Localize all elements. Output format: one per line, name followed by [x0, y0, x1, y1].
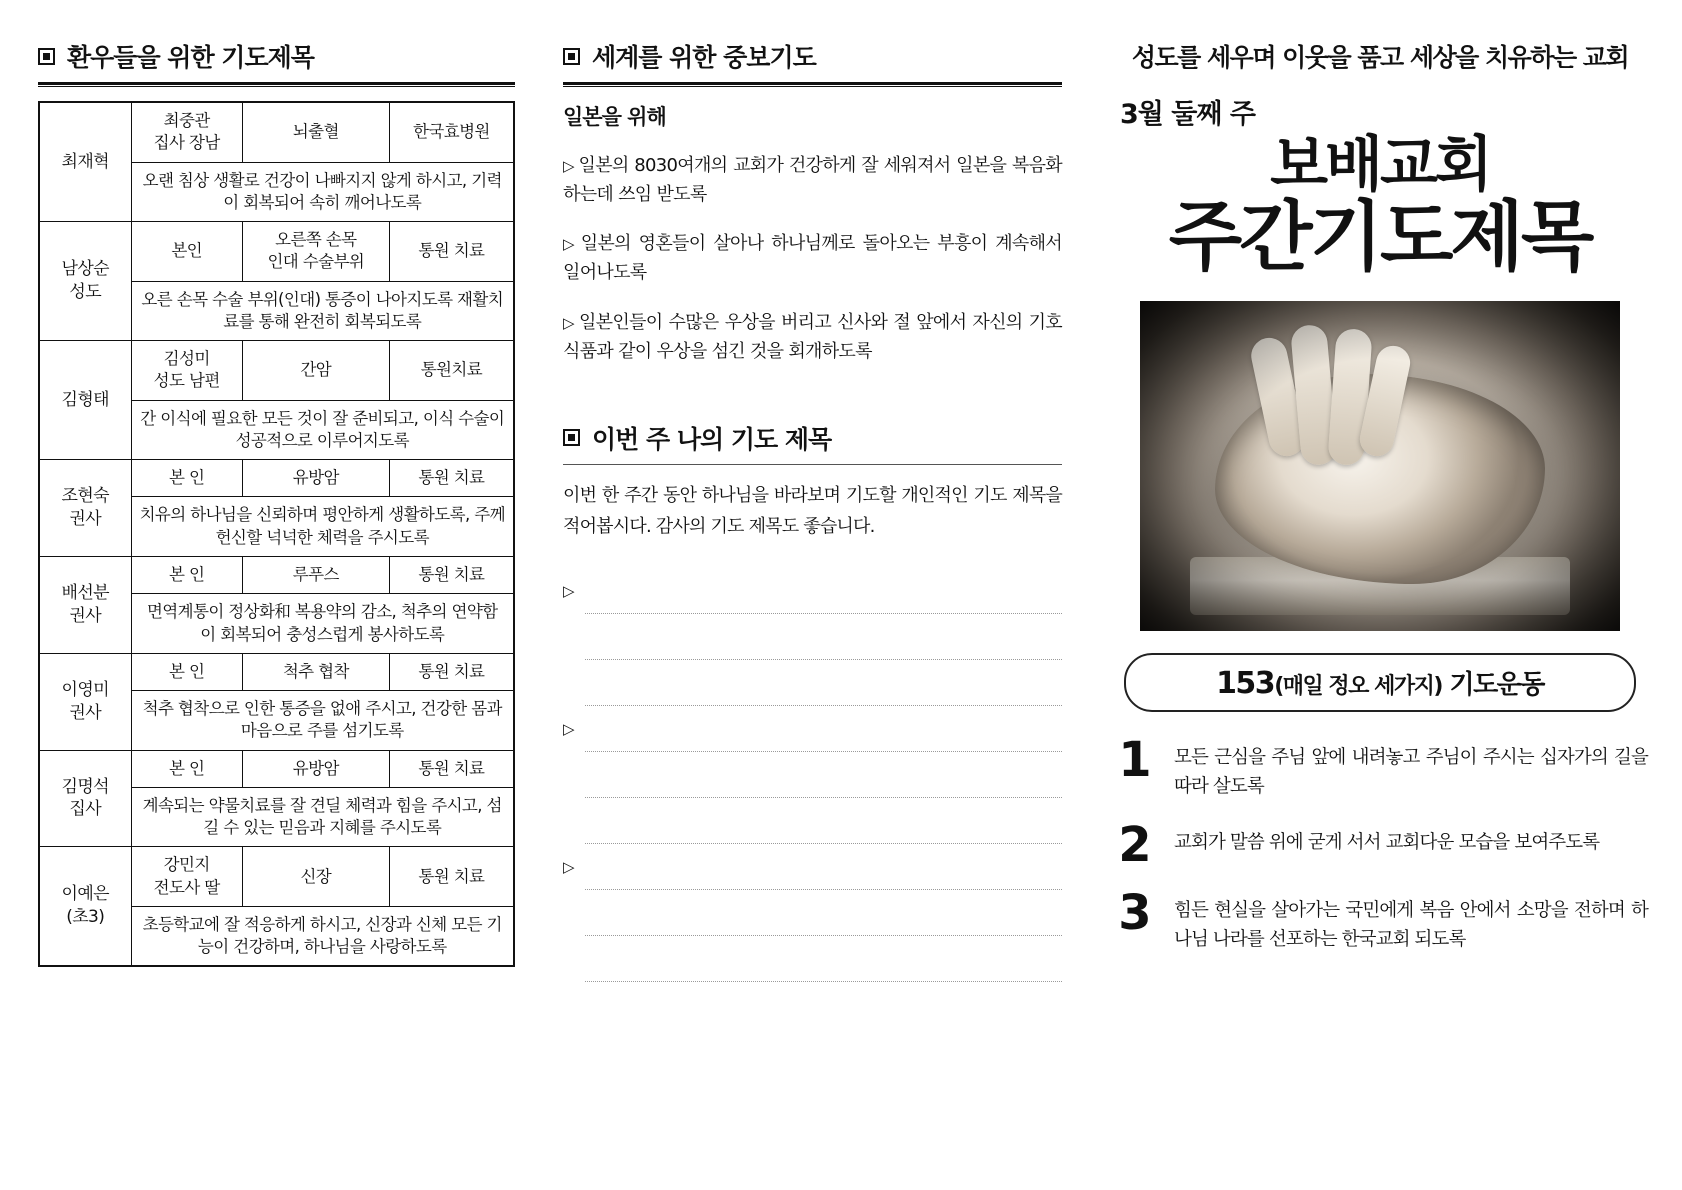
patient-name: 이영미 권사: [39, 653, 131, 750]
patient-prayer-text: 오랜 침상 생활로 건강이 나빠지지 않게 하시고, 기력이 회복되어 속히 깨어나도록: [131, 162, 514, 222]
badge-number: 153: [1216, 666, 1275, 701]
patient-name: 김형태: [39, 341, 131, 460]
church-name: 보배교회: [1270, 130, 1490, 200]
patient-condition: 간암: [242, 341, 389, 401]
middle-column: [545, 0, 1090, 1190]
patient-prayer-text: 척추 협착으로 인한 통증을 없애 주시고, 건강한 몸과 마음으로 주를 섬기도록: [131, 691, 514, 751]
patient-prayer-text: 계속되는 약물치료를 잘 견딜 체력과 힘을 주시고, 섬길 수 있는 믿음과 지혜를 주시도록: [131, 787, 514, 847]
triangle-marker-icon: ▷: [563, 720, 575, 739]
item-number: 1: [1118, 732, 1152, 788]
world-prayer-rule: [563, 82, 1062, 87]
triangle-marker-icon: ▷: [563, 157, 575, 175]
patient-relation: 김성미 성도 남편: [131, 341, 242, 401]
patient-hospital: 통원 치료: [389, 847, 514, 907]
photo-vignette: [1140, 301, 1620, 631]
patient-hospital: 통원 치료: [389, 460, 514, 497]
list-item: [1112, 884, 1648, 954]
patient-relation: 본 인: [131, 460, 242, 497]
patient-condition: 유방암: [242, 460, 389, 497]
patient-condition: 척추 협착: [242, 653, 389, 690]
praying-hands-photo: [1140, 301, 1620, 631]
world-prayer-heading-text: 세계를 위한 중보기도: [592, 43, 816, 72]
patient-prayer-text: 간 이식에 필요한 모든 것이 잘 준비되고, 이식 수술이 성공적으로 이루어지도록: [131, 400, 514, 460]
dotted-rule: [585, 718, 1062, 752]
patient-hospital: 통원 치료: [389, 222, 514, 282]
write-line[interactable]: [563, 752, 1062, 798]
table-row: [39, 222, 514, 282]
patient-name: 조현숙 권사: [39, 460, 131, 557]
write-line[interactable]: [563, 614, 1062, 660]
badge-tail: 기도운동: [1449, 670, 1544, 700]
write-line[interactable]: [563, 844, 1062, 890]
patient-relation: 강민지 전도사 딸: [131, 847, 242, 907]
triangle-marker-icon: ▷: [563, 582, 575, 601]
left-heading-text: 환우들을 위한 기도제목: [67, 43, 314, 72]
patient-condition: 뇌출혈: [242, 102, 389, 162]
church-slogan: 성도를 세우며 이웃을 품고 세상을 치유하는 교회: [1131, 43, 1629, 72]
dotted-rule: [585, 672, 1062, 706]
write-line[interactable]: [563, 660, 1062, 706]
my-prayer-rule: [563, 464, 1062, 465]
table-row: [39, 102, 514, 162]
prayer-movement-list: [1112, 732, 1648, 954]
dotted-rule: [585, 764, 1062, 798]
patient-hospital: 통원치료: [389, 341, 514, 401]
item-text: 힘든 현실을 살아가는 국민에게 복음 안에서 소망을 전하며 하나님 나라를 선포하는 한국교회 되도록: [1174, 899, 1648, 950]
dotted-rule: [585, 810, 1062, 844]
table-row: [39, 556, 514, 593]
my-prayer-heading-text: 이번 주 나의 기도 제목: [592, 424, 832, 454]
badge-middle: (매일 정오 세가지): [1274, 674, 1442, 699]
list-item: [1112, 817, 1648, 874]
patient-name: 이예은 (초3): [39, 847, 131, 967]
triangle-marker-icon: ▷: [563, 235, 577, 254]
world-prayer-item: ▷ 일본의 8030여개의 교회가 건강하게 잘 세워져서 일본을 복음화하는데 쓰임 받도록: [563, 155, 1062, 206]
world-prayer-heading: [563, 38, 1062, 82]
world-prayer-item: ▷ 일본의 영혼들이 살아나 하나님께로 돌아오는 부흥이 계속해서 일어나도록: [563, 233, 1062, 284]
left-heading-rule: [38, 82, 515, 87]
write-line[interactable]: [563, 936, 1062, 982]
dotted-rule: [585, 580, 1062, 614]
table-row: [39, 460, 514, 497]
sick-prayer-table: [38, 101, 515, 967]
patient-condition: 유방암: [242, 750, 389, 787]
church-title: [1112, 130, 1648, 281]
week-label: 3월 둘째 주: [1120, 99, 1255, 130]
patient-hospital: 한국효병원: [389, 102, 514, 162]
square-bullet-icon: [563, 48, 580, 65]
patient-condition: 신장: [242, 847, 389, 907]
153-movement-badge: [1124, 653, 1636, 712]
patient-relation: 본 인: [131, 653, 242, 690]
patient-hospital: 통원 치료: [389, 556, 514, 593]
my-prayer-intro: 이번 한 주간 동안 하나님을 바라보며 기도할 개인적인 기도 제목을 적어봅시다. 감사의 기도 제목도 좋습니다.: [563, 484, 1062, 537]
patient-relation: 본 인: [131, 556, 242, 593]
patient-prayer-text: 초등학교에 잘 적응하게 하시고, 신장과 신체 모든 기능이 건강하며, 하나님을 사랑하도록: [131, 906, 514, 966]
patient-relation: 본인: [131, 222, 242, 282]
world-prayer-paragraphs: [563, 151, 1062, 366]
table-row: [39, 750, 514, 787]
square-bullet-icon: [38, 48, 55, 65]
table-row: [39, 847, 514, 907]
square-bullet-icon: [563, 429, 580, 446]
item-number: 3: [1118, 884, 1152, 941]
patient-name: 남상순 성도: [39, 222, 131, 341]
item-number: 2: [1118, 817, 1152, 874]
bulletin-title: 주간기도제목: [1168, 192, 1592, 281]
dotted-rule: [585, 948, 1062, 982]
table-row: [39, 653, 514, 690]
write-line[interactable]: [563, 568, 1062, 614]
patient-condition: 루푸스: [242, 556, 389, 593]
patient-hospital: 통원 치료: [389, 750, 514, 787]
dotted-rule: [585, 626, 1062, 660]
table-row: [39, 341, 514, 401]
dotted-rule: [585, 856, 1062, 890]
right-column: [1090, 0, 1682, 1190]
patient-prayer-text: 치유의 하나님을 신뢰하며 평안하게 생활하도록, 주께 헌신할 넉넉한 체력을 주시도록: [131, 497, 514, 557]
triangle-marker-icon: ▷: [563, 858, 575, 877]
patient-relation: 본 인: [131, 750, 242, 787]
japan-subtitle: 일본을 위해: [563, 105, 666, 129]
write-line[interactable]: [563, 798, 1062, 844]
patient-relation: 최중관 집사 장남: [131, 102, 242, 162]
patient-name: 최재혁: [39, 102, 131, 222]
item-text: 교회가 말씀 위에 굳게 서서 교회다운 모습을 보여주도록: [1174, 832, 1600, 854]
my-prayer-write-area[interactable]: [563, 568, 1062, 982]
patient-name: 배선분 권사: [39, 556, 131, 653]
my-prayer-heading: [563, 420, 1062, 464]
left-section-heading: [38, 38, 515, 82]
world-prayer-item: ▷ 일본인들이 수많은 우상을 버리고 신사와 절 앞에서 자신의 기호식품과 같이 우상을 섬긴 것을 회개하도록: [563, 311, 1062, 362]
left-column: [0, 0, 545, 1190]
write-line[interactable]: [563, 706, 1062, 752]
patient-prayer-text: 면역계통이 정상화和 복용약의 감소, 척추의 연약함이 회복되어 충성스럽게 봉사하도록: [131, 594, 514, 654]
patient-hospital: 통원 치료: [389, 653, 514, 690]
patient-prayer-text: 오른 손목 수술 부위(인대) 통증이 나아지도록 재활치료를 통해 완전히 회복되도록: [131, 281, 514, 341]
triangle-marker-icon: ▷: [563, 313, 575, 332]
item-text: 모든 근심을 주님 앞에 내려놓고 주님이 주시는 십자가의 길을 따라 살도록: [1174, 747, 1648, 797]
dotted-rule: [585, 902, 1062, 936]
patient-condition: 오른쪽 손목 인대 수술부위: [242, 222, 389, 282]
patient-name: 김명석 집사: [39, 750, 131, 847]
list-item: [1112, 732, 1648, 801]
write-line[interactable]: [563, 890, 1062, 936]
